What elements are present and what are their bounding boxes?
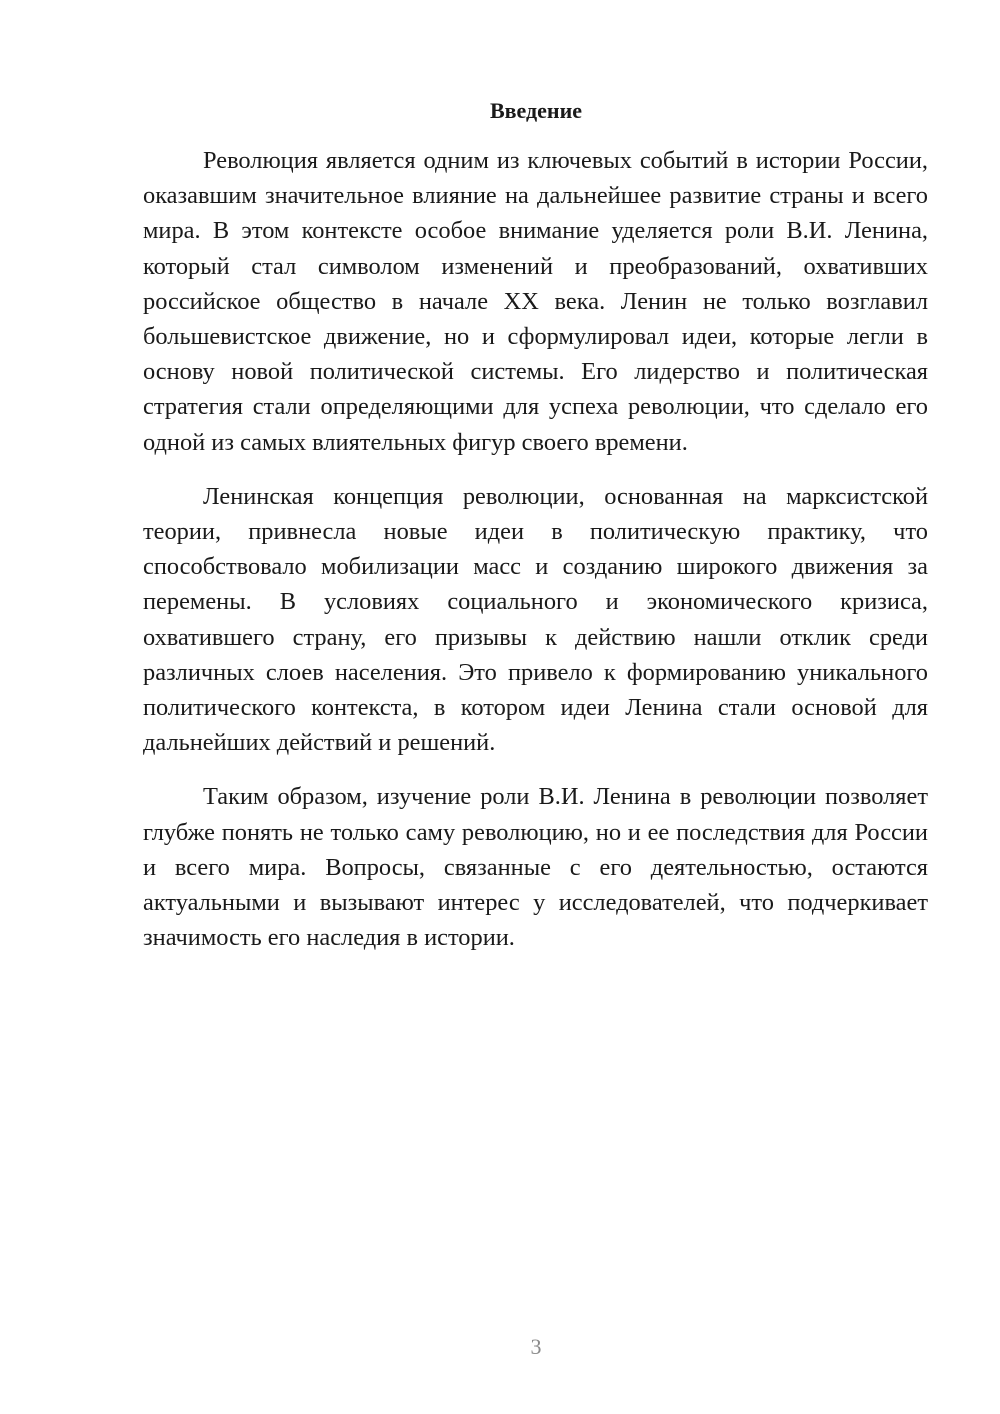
paragraph-1: Революция является одним из ключевых событий в истории России, оказавшим значительное влияние на дальнейшее развитие страны и всего мира. В этом контексте особое внимание уделяется роли В.И. Ленина, который стал символом изменений и преобразований, охвативших российское общество в начале XX века. Ленин не только возглавил большевистское движение, но и сформулировал идеи, которые легли в основу новой политической системы. Его лидерство и политическая стратегия стали определяющими для успеха революции, что сделало его одной из самых влиятельных фигур своего времени. xyxy=(143,147,928,456)
paragraph-3: Таким образом, изучение роли В.И. Ленина в революции позволяет глубже понять не только саму революцию, но и ее последствия для России и всего мира. Вопросы, связанные с его деятельностью, остаются актуальными и вызывают интерес у исследователей, что подчеркивает значимость его наследия в истории. xyxy=(143,783,928,952)
body-text xyxy=(143,143,928,974)
paragraph-2: Ленинская концепция революции, основанная на марксистской теории, привнесла новые идеи в политическую практику, что способствовало мобилизации масс и созданию широкого движения за перемены. В условиях социального и экономического кризиса, охватившего страну, его призывы к действию нашли отклик среди различных слоев населения. Это привело к формированию уникального политического контекста, в котором идеи Ленина стали основой для дальнейших действий и решений. xyxy=(143,482,928,757)
page-number: 3 xyxy=(530,1334,542,1359)
section-heading: Введение xyxy=(489,98,583,123)
